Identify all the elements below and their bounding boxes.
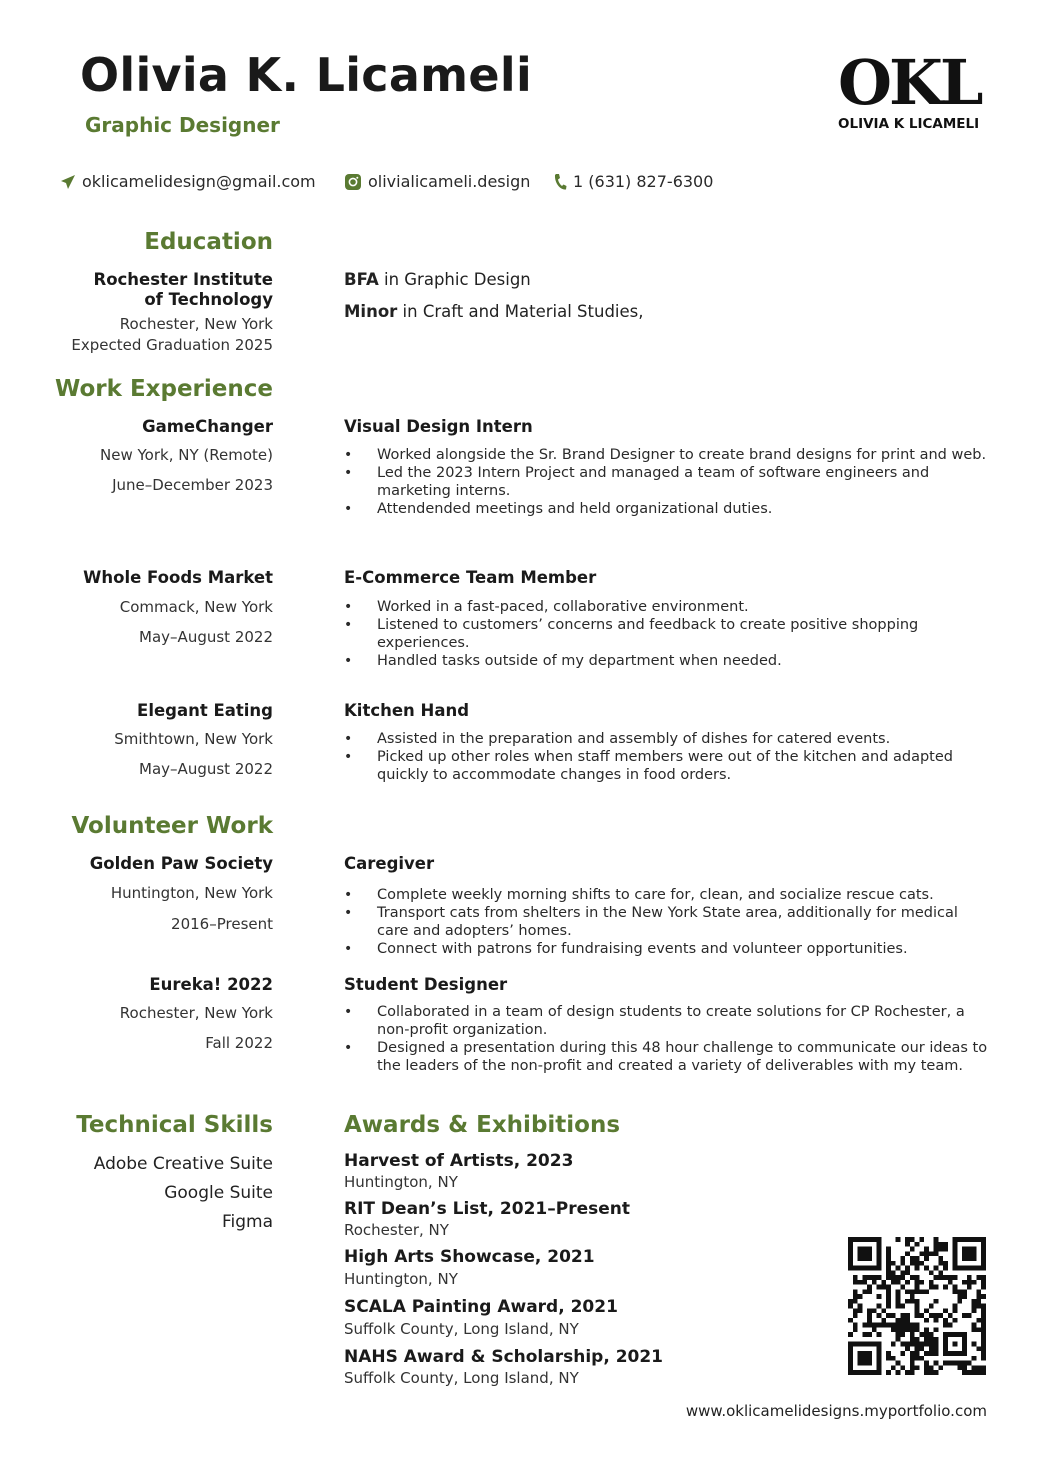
award-location: Huntington, NY bbox=[344, 1173, 458, 1191]
education-school bbox=[71, 270, 273, 355]
job-title: Kitchen Hand bbox=[344, 701, 470, 720]
skill-item: Figma bbox=[221, 1212, 273, 1232]
phone-icon bbox=[553, 173, 567, 191]
list-item: • Complete weekly morning shifts to care for, clean, and socialize rescue cats. bbox=[344, 886, 989, 904]
job-location: New York, NY (Remote) bbox=[100, 446, 273, 464]
degree-label: BFA bbox=[344, 270, 379, 289]
award-item bbox=[344, 1347, 663, 1387]
volunteer-title: Caregiver bbox=[344, 854, 435, 873]
volunteer-org: Golden Paw Society bbox=[89, 854, 273, 873]
list-item: • Led the 2023 Intern Project and managed a team of software engineers and marketing interns. bbox=[344, 464, 989, 500]
okl-logo bbox=[838, 46, 988, 132]
list-item: • Assisted in the preparation and assembly of dishes for catered events. bbox=[344, 730, 989, 748]
resume-name: Olivia K. Licameli bbox=[80, 48, 533, 102]
skills-list bbox=[94, 1150, 273, 1237]
logo-mark: OKL bbox=[838, 46, 981, 119]
award-title: Harvest of Artists, 2023 bbox=[344, 1151, 574, 1171]
volunteer-title: Student Designer bbox=[344, 975, 508, 994]
volunteer-dates: Fall 2022 bbox=[205, 1034, 273, 1052]
phone-text: 1 (631) 827-6300 bbox=[573, 172, 714, 191]
list-item: • Collaborated in a team of design students to create solutions for CP Rochester, a non-profit organization. bbox=[344, 1003, 989, 1039]
list-item: • Transport cats from shelters in the New York State area, additionally for medical care and adopters’ homes. bbox=[344, 904, 989, 940]
job-dates: May–August 2022 bbox=[139, 628, 273, 646]
degree-field: in Graphic Design bbox=[378, 270, 531, 289]
job-org-block bbox=[83, 568, 273, 647]
job-location: Smithtown, New York bbox=[114, 730, 273, 748]
volunteer-heading: Volunteer Work bbox=[71, 813, 273, 839]
job-org-block bbox=[100, 417, 273, 495]
job-bullets bbox=[344, 730, 989, 784]
list-item: • Worked in a fast-paced, collaborative environment. bbox=[344, 598, 989, 616]
work-heading: Work Experience bbox=[54, 376, 273, 402]
job-dates: June–December 2023 bbox=[112, 476, 273, 494]
award-title: NAHS Award & Scholarship, 2021 bbox=[344, 1347, 664, 1367]
award-title: SCALA Painting Award, 2021 bbox=[344, 1297, 618, 1317]
skill-item: Adobe Creative Suite bbox=[93, 1154, 273, 1174]
volunteer-org-block bbox=[90, 854, 273, 934]
instagram-icon bbox=[344, 173, 362, 191]
award-location: Rochester, NY bbox=[344, 1221, 449, 1239]
job-role: Graphic Designer bbox=[85, 113, 280, 137]
contact-instagram[interactable] bbox=[344, 172, 530, 191]
list-item: • Connect with patrons for fundraising events and volunteer opportunities. bbox=[344, 940, 989, 958]
job-org: GameChanger bbox=[142, 417, 273, 436]
volunteer-bullets bbox=[344, 1003, 989, 1075]
send-icon bbox=[60, 174, 76, 190]
minor-line bbox=[344, 302, 644, 321]
qr-code[interactable] bbox=[848, 1237, 986, 1375]
email-text: oklicamelidesign@gmail.com bbox=[82, 172, 316, 191]
list-item: • Handled tasks outside of my department when needed. bbox=[344, 652, 989, 670]
job-dates: May–August 2022 bbox=[139, 760, 273, 778]
contact-phone[interactable] bbox=[553, 172, 713, 191]
list-item: • Designed a presentation during this 48 hour challenge to communicate our ideas to the leaders of the non-profit and created a variety of deliverables with my team. bbox=[344, 1039, 989, 1075]
volunteer-location: Rochester, New York bbox=[119, 1004, 273, 1022]
job-org-block bbox=[114, 701, 273, 779]
list-item: • Listened to customers’ concerns and feedback to create positive shopping experiences. bbox=[344, 616, 989, 652]
volunteer-bullets bbox=[344, 886, 989, 958]
award-title: RIT Dean’s List, 2021–Present bbox=[344, 1199, 630, 1219]
school-name-line1: Rochester Institute bbox=[93, 270, 273, 289]
award-item bbox=[344, 1247, 595, 1288]
job-org: Elegant Eating bbox=[137, 701, 273, 720]
list-item: • Attendended meetings and held organizational duties. bbox=[344, 500, 989, 518]
job-bullets bbox=[344, 598, 989, 670]
award-location: Huntington, NY bbox=[344, 1270, 458, 1288]
degree-line bbox=[344, 270, 531, 289]
education-heading: Education bbox=[144, 229, 273, 255]
portfolio-link[interactable]: www.oklicamelidesigns.myportfolio.com bbox=[685, 1402, 987, 1420]
award-location: Suffolk County, Long Island, NY bbox=[344, 1369, 579, 1387]
instagram-text: olivialicameli.design bbox=[368, 172, 531, 191]
job-title: Visual Design Intern bbox=[344, 417, 533, 436]
contact-email[interactable] bbox=[60, 172, 316, 191]
job-title: E-Commerce Team Member bbox=[344, 568, 597, 587]
award-item bbox=[344, 1151, 573, 1191]
volunteer-dates: 2016–Present bbox=[171, 915, 273, 933]
job-bullets bbox=[344, 446, 989, 518]
graduation-date: Expected Graduation 2025 bbox=[71, 336, 273, 354]
award-title: High Arts Showcase, 2021 bbox=[344, 1247, 595, 1267]
school-location: Rochester, New York bbox=[119, 315, 273, 333]
minor-field: in Craft and Material Studies, bbox=[397, 302, 644, 321]
list-item: • Worked alongside the Sr. Brand Designer to create brand designs for print and web. bbox=[344, 446, 989, 464]
skills-heading: Technical Skills bbox=[76, 1112, 273, 1138]
job-location: Commack, New York bbox=[119, 598, 273, 616]
school-name-line2: of Technology bbox=[144, 290, 273, 309]
award-item bbox=[344, 1297, 618, 1338]
awards-heading: Awards & Exhibitions bbox=[344, 1112, 621, 1138]
minor-label: Minor bbox=[344, 302, 398, 321]
list-item: • Picked up other roles when staff members were out of the kitchen and adapted quickly to accommodate changes in food orders. bbox=[344, 748, 989, 784]
volunteer-org-block bbox=[120, 975, 273, 1053]
skill-item: Google Suite bbox=[164, 1183, 273, 1203]
award-location: Suffolk County, Long Island, NY bbox=[344, 1320, 579, 1338]
volunteer-location: Huntington, New York bbox=[110, 884, 273, 902]
logo-caption: OLIVIA K LICAMELI bbox=[838, 116, 980, 132]
job-org: Whole Foods Market bbox=[83, 568, 273, 587]
volunteer-org: Eureka! 2022 bbox=[149, 975, 273, 994]
award-item bbox=[344, 1199, 630, 1239]
